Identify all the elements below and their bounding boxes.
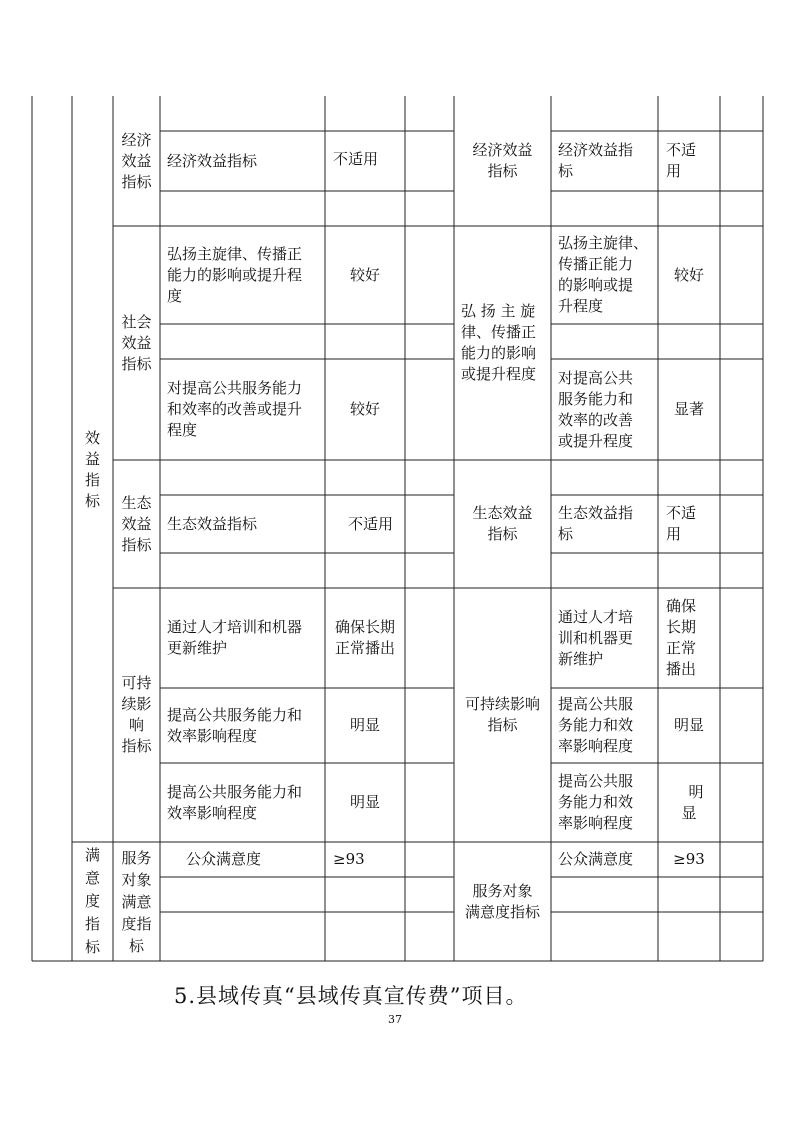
label-line: 生态效益 [472,504,533,522]
social-target-2 [325,359,405,460]
label-line: 通过人才培训和机器 [167,618,303,636]
social-indicator-2 [167,359,323,460]
label-line: 响 [128,716,144,734]
satisfaction-right-name [454,842,551,961]
social-right-indicator-2 [558,359,656,460]
indicator-text: 公众满意度 [186,850,262,868]
satisfaction-subcategory-label [113,842,160,961]
label-line: 生态 [121,493,152,512]
target-text: 较好 [349,400,380,418]
label-line: 正常 [666,639,697,657]
label-line: 提高公共服 [558,772,634,790]
category-char: 指 [84,915,100,933]
label-line: 指标 [121,354,152,373]
sustainable-right-value-2 [658,688,720,763]
label-line: 满意 [121,892,152,911]
sustainable-right-indicator-2 [558,688,656,763]
label-line: 务能力和效 [558,716,634,734]
label-line: 效益 [121,514,152,533]
label-line: 标 [128,936,144,955]
social-subcategory-label [113,226,160,460]
economic-right-name [454,131,551,191]
label-line: 对提高公共 [558,368,634,387]
economic-target [333,131,403,191]
section-caption: 5.县域传真“县域传真宣传费”项目。 [174,984,528,1008]
economic-right-value [666,131,718,191]
label-line: 度 [167,286,183,305]
target-text: 明显 [349,793,380,811]
label-line: 传播正能力 [558,255,634,273]
social-right-indicator-1 [558,226,656,324]
sustainable-right-value-3 [658,763,720,842]
label-line: 标 [558,525,574,543]
economic-right-indicator [558,131,656,191]
satisfaction-right-value [658,842,720,877]
label-line: 能力的影响 [461,344,537,362]
sustainable-target-1 [325,588,405,688]
label-line: 通过人才培 [558,607,634,626]
label-line: 提高公共服务能力和 [167,782,303,801]
label-line: 服务 [121,848,152,867]
label-line: 不适 [666,141,697,159]
label-line: 程度 [167,421,198,439]
category-char: 标 [84,938,100,956]
label-line: 用 [666,525,682,543]
sustainable-target-2 [325,688,405,763]
label-line: 弘扬主旋律、传播正 [167,244,303,263]
label-line: 弘 扬 主 旋 [461,302,536,320]
label-line: 经济效益 [472,141,533,159]
label-line: 明 [688,782,704,801]
label-line: 经济效益指 [558,141,634,159]
category-benefit-label [72,420,113,520]
social-right-value-2 [658,359,720,460]
label-line: 效益 [121,333,152,352]
label-line: 显 [681,803,697,822]
category-char: 满 [84,846,100,864]
satisfaction-indicator [186,842,322,877]
label-line: 指标 [121,535,152,554]
label-line: 弘扬主旋律、 [558,234,649,252]
label-line: 标 [558,162,574,180]
label-line: 或提升程度 [558,431,634,450]
label-line: 律、传播正 [461,323,537,341]
label-line: 度指 [121,914,152,933]
label-line: 正常播出 [334,639,395,657]
label-line: 指标 [121,172,152,191]
label-line: 服务对象 [472,881,533,900]
label-line: 用 [666,162,682,180]
label-line: 升程度 [558,297,604,315]
label-line: 务能力和效 [558,793,634,811]
target-text: 较好 [349,265,380,284]
indicator-text: 生态效益指标 [167,514,258,533]
label-line: 提高公共服务能力和 [167,705,303,724]
sustainable-right-name [454,588,551,842]
satisfaction-target [333,842,403,877]
label-line: 服务能力和 [558,389,634,408]
sustainable-subcategory-label [113,588,160,842]
ecological-target [348,495,403,553]
label-line: 训和机器更 [558,628,634,647]
label-line: 效益 [121,151,152,170]
social-indicator-1 [167,226,323,324]
label-line: 经济 [121,130,152,149]
label-line: 续影 [121,695,152,713]
label-line: 指标 [487,525,518,543]
sustainable-indicator-3 [167,763,323,842]
ecological-indicator [167,495,322,553]
label-line: 效率影响程度 [167,726,258,745]
label-line: 或提升程度 [461,365,537,383]
category-char: 标 [84,492,100,510]
label-line: 指标 [487,162,518,180]
label-line: 能力的影响或提升程 [167,265,303,284]
label-line: 指标 [121,737,152,755]
target-text: ≥93 [333,850,365,868]
economic-subcategory-label [113,96,160,226]
ecological-right-value [666,495,718,553]
social-right-value-1 [658,226,720,324]
target-text: 不适用 [333,150,379,168]
social-target-1 [325,226,405,324]
label-line: 效率的改善 [558,410,634,429]
label-line: 满意度指标 [464,902,540,921]
label-line: 指标 [487,716,518,734]
label-line: 新维护 [558,649,604,668]
label-line: 社会 [121,312,152,331]
target-text: 明显 [673,716,704,734]
category-char: 指 [84,471,100,489]
ecological-subcategory-label [113,460,160,588]
category-char: 益 [84,450,100,468]
category-char: 意 [84,869,100,887]
sustainable-right-indicator-1 [558,588,656,688]
target-text: ≥93 [673,850,705,868]
indicator-text: 经济效益指标 [167,151,258,170]
sustainable-right-indicator-3 [558,763,656,842]
label-line: 效率影响程度 [167,803,258,822]
label-line: 更新维护 [167,639,228,657]
label-line: 的影响或提 [558,276,634,294]
ecological-right-indicator [558,495,656,553]
category-satisfaction-label [72,842,113,961]
page-number: 37 [388,1013,402,1026]
category-char: 效 [84,429,100,447]
target-text: 不适用 [348,514,394,533]
indicator-text: 公众满意度 [558,850,634,868]
label-line: 确保长期 [334,618,395,636]
target-text: 较好 [673,265,704,284]
sustainable-indicator-1 [167,588,323,688]
label-line: 播出 [666,660,697,678]
label-line: 确保 [666,597,697,615]
label-line: 对象 [121,870,152,889]
label-line: 对提高公共服务能力 [167,379,303,397]
label-line: 不适 [666,504,697,522]
label-line: 生态效益指 [558,504,634,522]
social-right-name [461,226,551,460]
category-char: 度 [84,892,100,910]
label-line: 提高公共服 [558,695,634,713]
label-line: 和效率的改善或提升 [167,400,303,418]
label-line: 可持续影响 [464,695,540,713]
label-line: 长期 [666,618,697,636]
sustainable-indicator-2 [167,688,323,763]
label-line: 可持 [121,674,152,692]
satisfaction-right-indicator [558,842,656,877]
economic-indicator [167,131,322,191]
sustainable-target-3 [325,763,405,842]
target-text: 显著 [673,400,704,418]
label-line: 率影响程度 [558,814,634,832]
ecological-right-name [454,495,551,553]
label-line: 率影响程度 [558,737,634,755]
target-text: 明显 [349,716,380,734]
sustainable-right-value-1 [666,588,718,688]
